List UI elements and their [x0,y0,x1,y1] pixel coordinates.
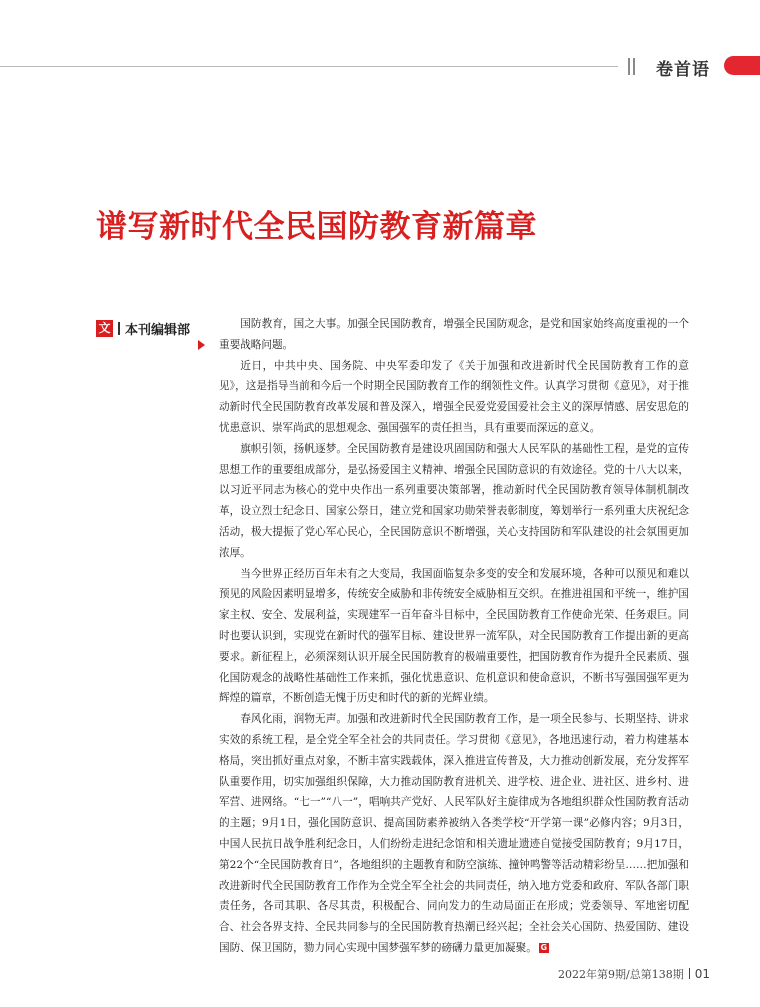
article-title: 谱写新时代全民国防教育新篇章 [96,209,537,245]
byline-badge: 文 [96,320,113,337]
red-triangle-marker-icon [198,340,205,350]
section-tab-decoration [724,56,760,75]
page-number: 01 [694,967,710,981]
byline-author: 本刊编辑部 [125,323,191,338]
paragraph-4: 当今世界正经历百年未有之大变局，我国面临复杂多变的安全和发展环境，各种可以预见和难以预见的风险因素明显增多，传统安全威胁和非传统安全威胁相互交织。在推进祖国和平统一，维护国家主权、安全、发展利益，实现建军一百年奋斗目标中，全民国防教育工作使命光荣、任务艰巨。同时也要认识到，实现党在新时代的强军目标、建设世界一流军队，对全民国防教育工作提出新的更高要求。新征程上，必须深刻认识开展全民国防教育的极端重要性，把国防教育作为提升全民素质、强化国防观念的战略性基础性工作来抓，强化忧患意识、危机意识和使命意识，不断书写强国强军更为辉煌的篇章，不断创造无愧于历史和时代的新的光辉业绩。 [219,567,689,705]
issue-info: 2022年第9期/总第138期 [558,968,684,981]
header-rule [0,66,618,67]
page-footer [558,966,710,982]
paragraph-1: 国防教育，国之大事。加强全民国防教育，增强全民国防观念，是党和国家始终高度重视的一个重要战略问题。 [219,318,689,351]
end-mark-icon: G [540,942,548,952]
byline-divider [118,322,120,335]
byline [96,319,190,338]
paragraph-3: 旗帜引领，扬帆逐梦。全民国防教育是建设巩固国防和强大人民军队的基础性工程，是党的宣传思想工作的重要组成部分，是弘扬爱国主义精神、增强全民国防意识的有效途径。党的十八大以来，以习近平同志为核心的党中央作出一系列重要决策部署，推动新时代全民国防教育领导体制机制改革，设立烈士纪念日、国家公祭日，建立党和国家功勋荣誉表彰制度，筹划举行一系列重大庆祝纪念活动，极大提振了党心军心民心，全民国防意识不断增强，关心支持国防和军队建设的社会氛围更加浓厚。 [219,442,689,559]
paragraph-5-text: 春风化雨，润物无声。加强和改进新时代全民国防教育工作，是一项全民参与、长期坚持、讲求实效的系统工程，是全党全军全社会的共同责任。学习贯彻《意见》，各地迅速行动，着力构建基本格局，突出抓好重点对象，不断丰富实践载体，深入推进宣传普及，大力推动创新发展，充分发挥军队重要作用，切实加强组织保障，大力推动国防教育进机关、进学校、进企业、进社区、进乡村、进军营、进网络。“七一”“八一”，唱响共产党好、人民军队好主旋律成为各地组织群众性国防教育活动的主题；9月1日，强化国防意识、提高国防素养被纳入各类学校“开学第一课”必修内容；9月3日，中国人民抗日战争胜利纪念日，人们纷纷走进纪念馆和相关遗址遗迹自觉接受国防教育；9月17日，第22个“全民国防教育日”，各地组织的主题教育和防空演练、撞钟鸣警等活动精彩纷呈……把加强和改进新时代全民国防教育工作作为全党全军全社会的共同责任，纳入地方党委和政府、军队各部门职责任务，各司其职、各尽其责，积极配合、同向发力的生动局面正在形成；党委领导、军地密切配合、社会各界支持、全民共同参与的全民国防教育热潮已经兴起；全社会关心国防、热爱国防、建设国防、保卫国防，勠力同心实现中国梦强军梦的磅礴力量更加凝聚。 [219,713,689,954]
paragraph-2: 近日，中共中央、国务院、中央军委印发了《关于加强和改进新时代全民国防教育工作的意见》，这是指导当前和今后一个时期全民国防教育工作的纲领性文件。认真学习贯彻《意见》，对于推动新时代全民国防教育改革发展和普及深入，增强全民爱党爱国爱社会主义的深厚情感、居安思危的忧患意识、崇军尚武的思想观念、强国强军的责任担当，具有重要而深远的意义。 [219,359,689,434]
paragraph-5 [219,709,689,959]
footer-divider [689,968,690,979]
section-label: 卷首语 [656,60,710,80]
article-body [219,314,689,959]
